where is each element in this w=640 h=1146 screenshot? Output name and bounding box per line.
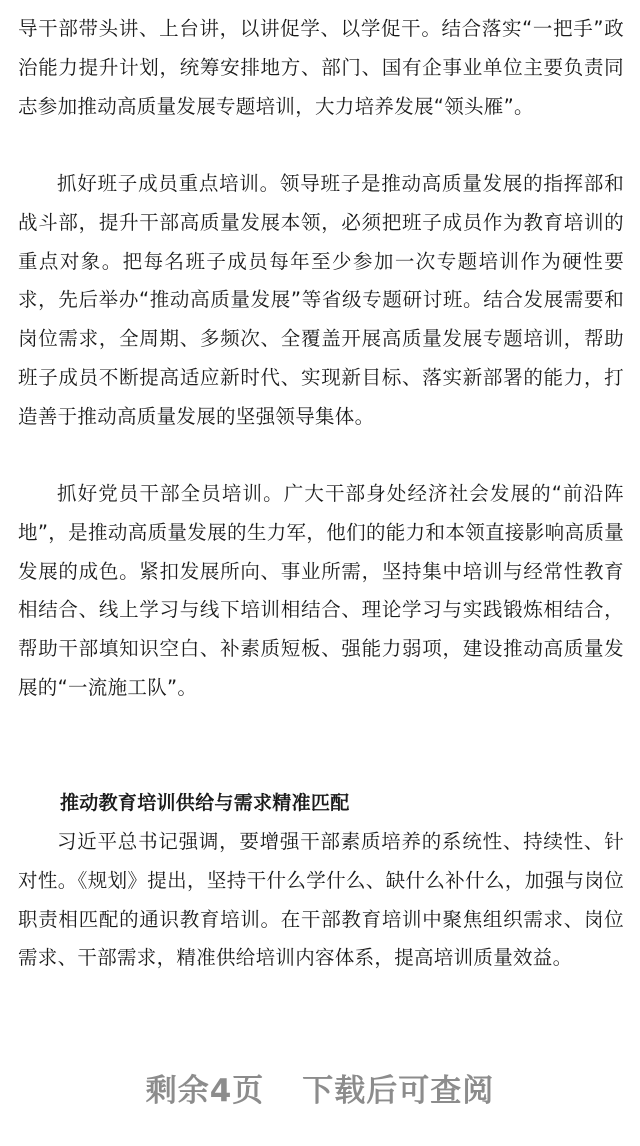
download-prompt-label[interactable]: 下载后可查阅 (302, 1072, 495, 1109)
section-heading: 推动教育培训供给与需求精准匹配 (60, 792, 350, 814)
paragraph-leadership-training: 抓好班子成员重点培训。领导班子是推动高质量发展的指挥部和战斗部，提升干部高质量发展本领，必须把班子成员作为教育培训的重点对象。把每名班子成员每年至少参加一次专题培训作为硬性要求，先后举办“推动高质量发展”等省级专题研讨班。结合发展需要和岗位需求，全周期、多频次、全覆盖开展高质量发展专题培训，帮助班子成员不断提高适应新时代、实现新目标、落实新部署的能力，打造善于推动高质量发展的坚强领导集体。 (18, 172, 624, 428)
paragraph-supply-demand: 习近平总书记强调，要增强干部素质培养的系统性、持续性、针对性。《规划》提出，坚持干什么学什么、缺什么补什么，加强与岗位职责相匹配的通识教育培训。在干部教育培训中聚焦组织需求、岗位需求、干部需求，精准供给培训内容体系，提高培训质量效益。 (18, 830, 624, 970)
paragraph-all-staff-training: 抓好党员干部全员培训。广大干部身处经济社会发展的“前沿阵地”，是推动高质量发展的生力军，他们的能力和本领直接影响高质量发展的成色。紧扣发展所向、事业所需，坚持集中培训与经常性教育相结合、线上学习与线下培训相结合、理论学习与实践锻炼相结合，帮助干部填知识空白、补素质短板、强能力弱项，建设推动高质量发展的“一流施工队”。 (18, 482, 624, 699)
remaining-pages-label[interactable]: 剩余4页 (145, 1072, 265, 1109)
paragraph-continued: 导干部带头讲、上台讲，以讲促学、以学促干。结合落实“一把手”政治能力提升计划，统筹安排地方、部门、国有企事业单位主要负责同志参加推动高质量发展专题培训，大力培养发展“领头雁”。 (18, 17, 624, 118)
download-banner[interactable] (0, 1058, 640, 1116)
